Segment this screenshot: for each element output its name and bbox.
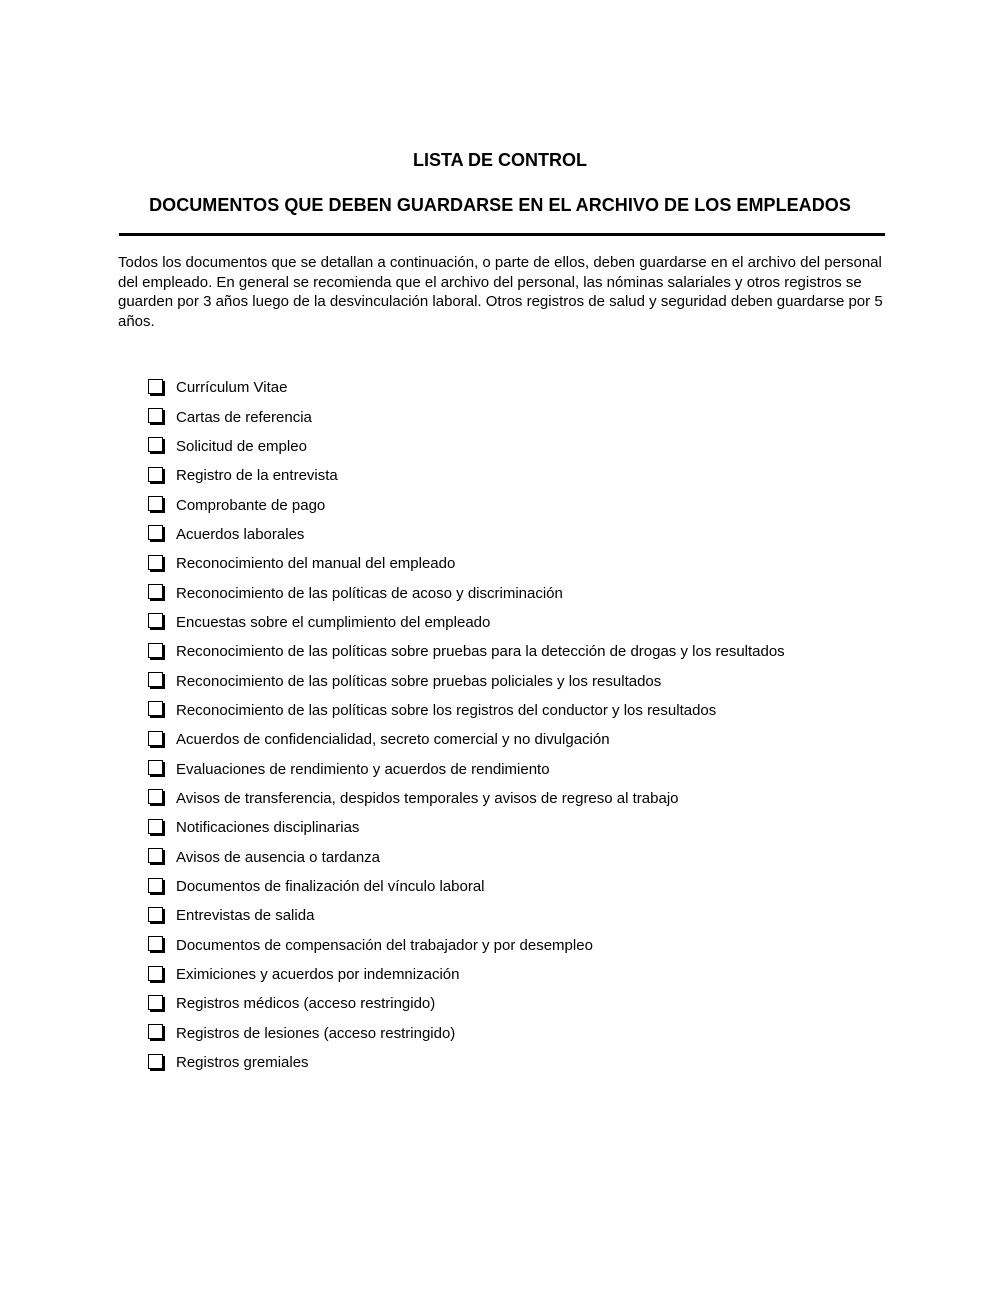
checklist-item-label: Acuerdos laborales [176,525,305,543]
checklist-item-label: Reconocimiento de las políticas de acoso y discriminación [176,584,563,602]
checkbox-icon[interactable] [148,760,163,775]
checklist-item[interactable] [148,931,785,960]
checklist-item-label: Comprobante de pago [176,496,326,514]
checkbox-icon[interactable] [148,467,163,482]
checklist-item[interactable] [148,520,785,549]
checklist-item[interactable] [148,1019,785,1048]
checkbox-icon[interactable] [148,819,163,834]
checklist-item-label: Eximiciones y acuerdos por indemnización [176,966,460,984]
checklist-item-label: Registro de la entrevista [176,467,338,485]
intro-paragraph: Todos los documentos que se detallan a continuación, o parte de ellos, deben guardarse en el archivo del personal del empleado. En general se recomienda que el archivo del personal, las nóminas salariales y otros registros se guarden por 3 años luego de la desvinculación laboral. Otros registros de salud y seguridad deben guardarse por 5 años. [118,254,883,330]
document-subtitle: DOCUMENTOS QUE DEBEN GUARDARSE EN EL ARCHIVO DE LOS EMPLEADOS [149,195,851,215]
checkbox-icon[interactable] [148,907,163,922]
checklist-item[interactable] [148,461,785,490]
checklist-item-label: Encuestas sobre el cumplimiento del empleado [176,613,491,631]
checklist-item-label: Avisos de transferencia, despidos temporales y avisos de regreso al trabajo [176,789,679,807]
checklist-item-label: Evaluaciones de rendimiento y acuerdos de rendimiento [176,760,550,778]
checklist-item-label: Reconocimiento del manual del empleado [176,555,456,573]
checkbox-icon[interactable] [148,936,163,951]
checklist-item[interactable] [148,989,785,1018]
checkbox-icon[interactable] [148,701,163,716]
checklist-item[interactable] [148,432,785,461]
checklist-item[interactable] [148,578,785,607]
checklist [148,373,785,1077]
checklist-item-label: Entrevistas de salida [176,907,315,925]
checklist-item-label: Registros de lesiones (acceso restringido) [176,1024,456,1042]
checkbox-icon[interactable] [148,408,163,423]
checklist-item[interactable] [148,549,785,578]
checkbox-icon[interactable] [148,789,163,804]
checklist-item[interactable] [148,843,785,872]
checkbox-icon[interactable] [148,731,163,746]
checklist-item[interactable] [148,960,785,989]
document-title: LISTA DE CONTROL [413,150,587,170]
checkbox-icon[interactable] [148,613,163,628]
checklist-item-label: Avisos de ausencia o tardanza [176,848,381,866]
checklist-item-label: Notificaciones disciplinarias [176,819,360,837]
checklist-item[interactable] [148,813,785,842]
checklist-item[interactable] [148,402,785,431]
checkbox-icon[interactable] [148,379,163,394]
checklist-item[interactable] [148,608,785,637]
checklist-item-label: Currículum Vitae [176,379,288,397]
checklist-item[interactable] [148,1048,785,1077]
checkbox-icon[interactable] [148,848,163,863]
checklist-item-label: Solicitud de empleo [176,437,307,455]
checklist-item-label: Cartas de referencia [176,408,312,426]
checklist-item-label: Reconocimiento de las políticas sobre pruebas policiales y los resultados [176,672,662,690]
checklist-item[interactable] [148,637,785,666]
horizontal-divider [119,233,885,236]
checklist-item[interactable] [148,725,785,754]
checkbox-icon[interactable] [148,878,163,893]
checkbox-icon[interactable] [148,555,163,570]
checklist-item-label: Documentos de finalización del vínculo laboral [176,878,485,896]
checkbox-icon[interactable] [148,672,163,687]
checklist-item[interactable] [148,784,785,813]
checklist-item[interactable] [148,872,785,901]
checkbox-icon[interactable] [148,496,163,511]
checkbox-icon[interactable] [148,525,163,540]
checklist-item-label: Registros gremiales [176,1054,309,1072]
checkbox-icon[interactable] [148,995,163,1010]
checkbox-icon[interactable] [148,1024,163,1039]
checklist-item-label: Reconocimiento de las políticas sobre los registros del conductor y los resultados [176,701,717,719]
checklist-item-label: Reconocimiento de las políticas sobre pruebas para la detección de drogas y los resultados [176,643,785,661]
checklist-item[interactable] [148,696,785,725]
checklist-item[interactable] [148,901,785,930]
checklist-item-label: Documentos de compensación del trabajador y por desempleo [176,936,593,954]
checkbox-icon[interactable] [148,966,163,981]
checklist-item[interactable] [148,490,785,519]
checkbox-icon[interactable] [148,643,163,658]
checklist-item-label: Registros médicos (acceso restringido) [176,995,436,1013]
checkbox-icon[interactable] [148,1054,163,1069]
checklist-item[interactable] [148,754,785,783]
checkbox-icon[interactable] [148,584,163,599]
checkbox-icon[interactable] [148,437,163,452]
checklist-item[interactable] [148,666,785,695]
checklist-item[interactable] [148,373,785,402]
checklist-item-label: Acuerdos de confidencialidad, secreto comercial y no divulgación [176,731,610,749]
